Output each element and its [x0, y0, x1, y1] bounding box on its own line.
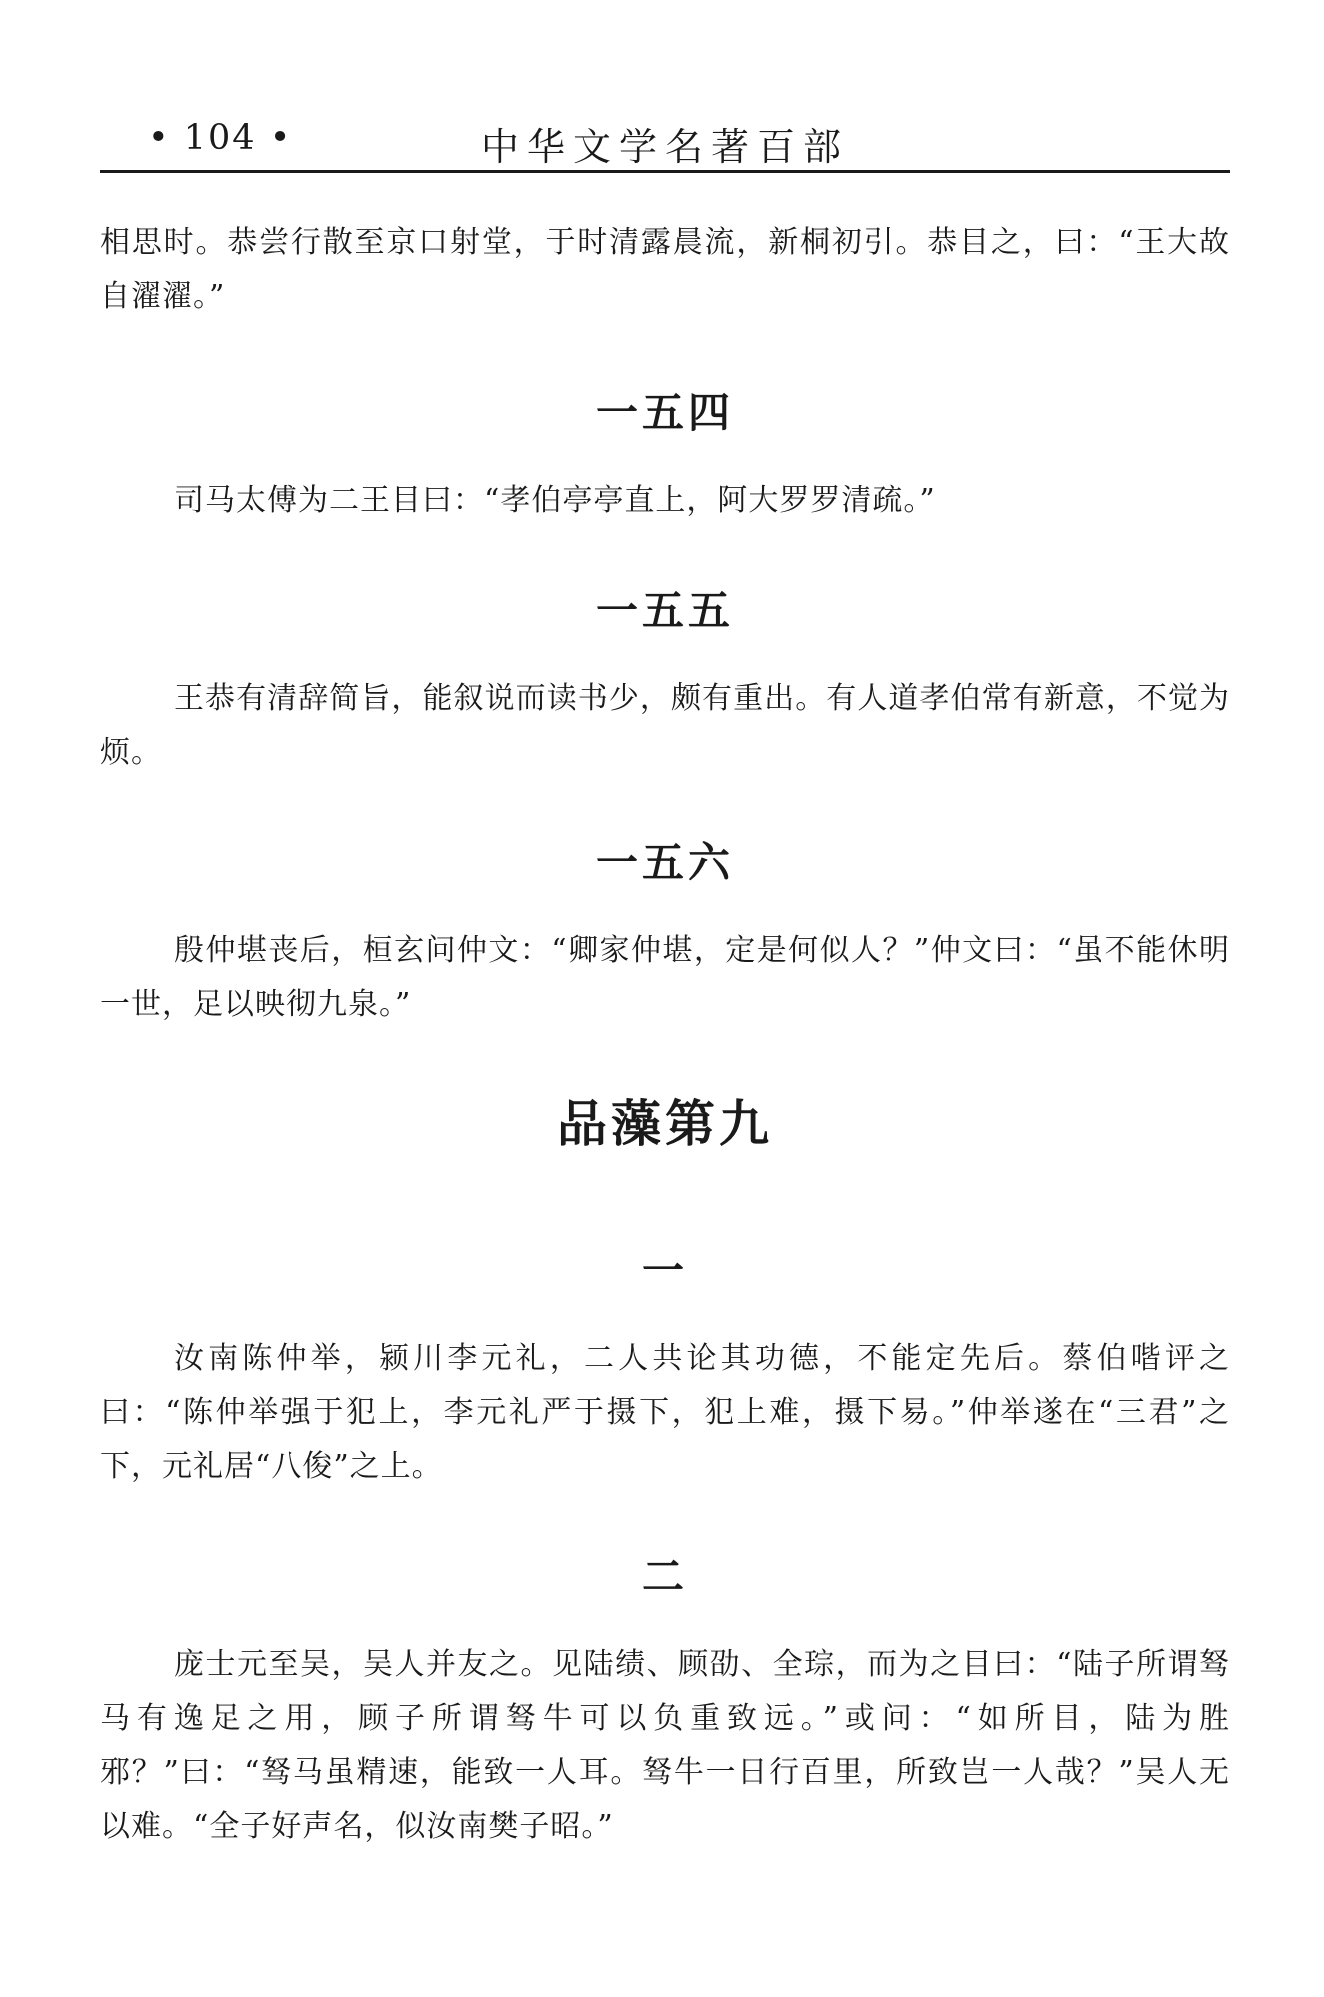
carryover-paragraph: 相思时。恭尝行散至京口射堂，于时清露晨流，新桐初引。恭目之，曰：“王大故自濯濯。”	[100, 225, 1230, 314]
section-number: 一五六	[595, 838, 734, 887]
section-number: 一	[641, 1246, 688, 1295]
section-paragraph: 王恭有清辞简旨，能叙说而读书少，颇有重出。有人道孝伯常有新意，不觉为烦。	[100, 681, 1230, 770]
section-paragraph: 司马太傅为二王目曰：“孝伯亭亭直上，阿大罗罗清疏。”	[174, 483, 936, 518]
page-header	[100, 112, 1230, 168]
page-number: • 104 •	[148, 118, 293, 158]
section-number: 一五四	[595, 388, 734, 437]
header-rule	[100, 170, 1230, 173]
page-content	[100, 216, 1230, 1854]
section-paragraph: 庞士元至吴，吴人并友之。见陆绩、顾劭、全琮，而为之目曰：“陆子所谓驽马有逸足之用，顾子所谓驽牛可以负重致远。”或问：“如所目，陆为胜邪？”曰：“驽马虽精速，能致一人耳。驽牛一日行百里，所致岂一人哉？”吴人无以难。“全子好声名，似汝南樊子昭。”	[100, 1647, 1230, 1844]
section-number: 一五五	[595, 586, 734, 635]
section-paragraph: 殷仲堪丧后，桓玄问仲文：“卿家仲堪，定是何似人？”仲文曰：“虽不能休明一世，足以映彻九泉。”	[100, 933, 1230, 1022]
section-number: 二	[641, 1552, 688, 1601]
section-paragraph: 汝南陈仲举，颍川李元礼，二人共论其功德，不能定先后。蔡伯喈评之曰：“陈仲举强于犯上，李元礼严于摄下，犯上难，摄下易。”仲举遂在“三君”之下，元礼居“八俊”之上。	[100, 1341, 1230, 1484]
book-title: 中华文学名著百部	[480, 125, 849, 169]
chapter-title: 品藻第九	[557, 1095, 773, 1153]
